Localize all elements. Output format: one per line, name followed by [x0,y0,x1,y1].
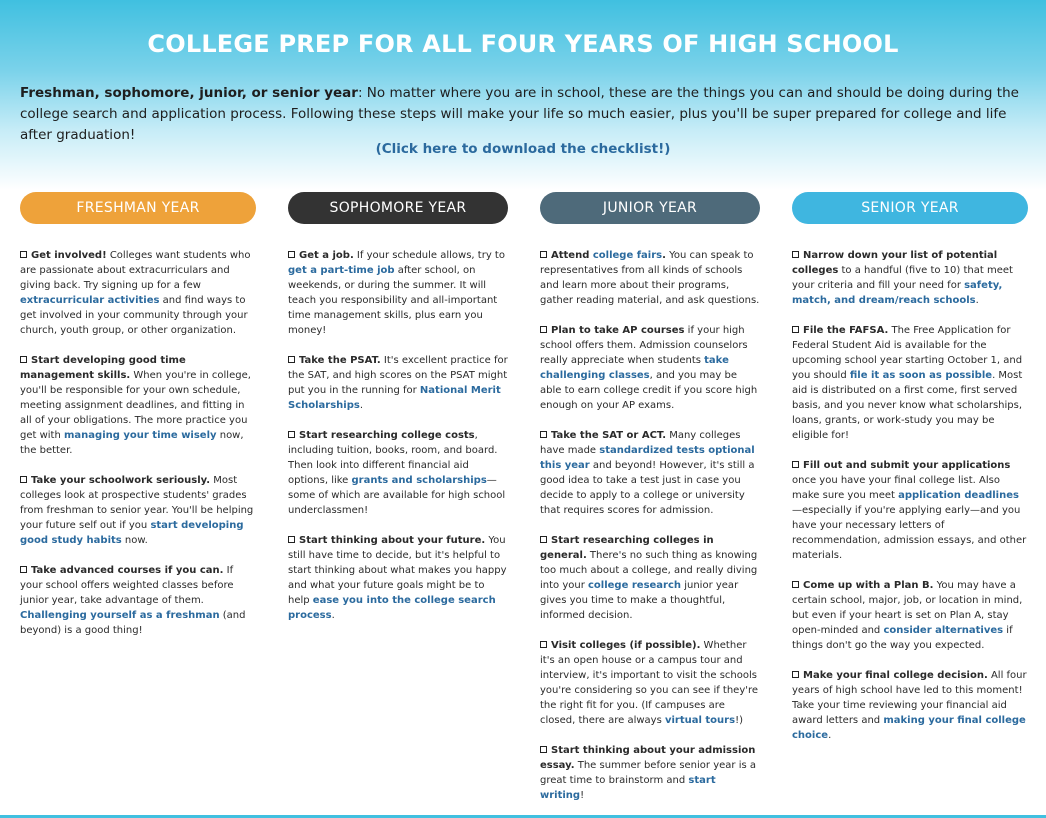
checkbox-icon [540,431,547,438]
item-text: if your high school offers them. Admission counselors really appreciate when students [540,325,748,366]
item-text: It's excellent practice for the SAT, and high scores on the PSAT might put you in the running for [288,355,508,396]
item-text: . Most aid is distributed on a first come, first served basis, and you never know what scholarships, loans, grants, or work-study you may be eligible for! [792,370,1023,441]
checklist-item [792,668,1028,743]
sophomore-year-heading: SOPHOMORE YEAR [288,192,508,224]
item-text: There's no such thing as knowing too much about a college, and really diving into your [540,550,758,591]
item-text: If your school offers weighted classes before junior year, take advantage of them. [20,565,234,606]
checklist-item [20,353,256,458]
senior-column [792,192,1028,758]
item-bold-text: . [662,250,666,261]
junior-year-heading: JUNIOR YEAR [540,192,760,224]
item-link[interactable]: grants and scholarships [351,475,487,486]
item-text: (and beyond) is a good thing! [20,610,246,636]
item-text: now. [121,535,148,546]
checklist-item [792,323,1028,443]
item-text: after school, on weekends, or during the summer. It will teach you responsibility and all-important time management skills, plus earn you money! [288,265,498,336]
checkbox-icon [288,431,295,438]
freshman-year-heading: FRESHMAN YEAR [20,192,256,224]
item-link[interactable]: get a part-time job [288,265,395,276]
item-text: . [975,295,979,306]
item-bold-text: Plan to take AP courses [551,325,685,336]
checklist-item [288,248,508,338]
item-link[interactable]: virtual tours [664,715,736,726]
checklist-item [540,533,760,623]
checklist-item [792,458,1028,563]
item-bold-text: Get a job. [299,250,354,261]
checkbox-icon [288,251,295,258]
checklist-item [288,428,508,518]
checklist-item [288,533,508,623]
item-link[interactable]: college research [588,580,682,591]
item-text: Colleges want students who are passionate about extracurriculars and giving back. Try signing up for a few [20,250,251,291]
item-text: Most colleges look at prospective students' grades from freshman to senior year. You'll be helping your future self out if you [20,475,254,531]
item-text: The summer before senior year is a great time to brainstorm and [540,760,756,786]
checkbox-icon [540,326,547,333]
item-bold-text: Get involved! [31,250,107,261]
freshman-checklist [20,248,256,638]
item-bold-text: Come up with a Plan B. [803,580,934,591]
item-text: Many colleges have made [540,430,741,456]
item-text: , and you may be able to earn college credit if you score high enough on your AP exams. [540,370,758,411]
checklist-item [540,248,760,308]
item-text: . [828,730,832,741]
item-text: The Free Application for Federal Student Aid is available for the upcoming school year starting October 1, and you should [792,325,1023,381]
item-bold-text: Start thinking about your admission essay. [540,745,756,771]
freshman-column [20,192,256,653]
intro-text: : No matter where you are in school, these are the things you can and should be doing during the college search and application process. Following these steps will make your life so much easier, plus you'll be super prepared for college and life after graduation! [20,85,1019,143]
item-bold-text: Take the SAT or ACT. [551,430,667,441]
checklist-item [540,743,760,803]
checkbox-icon [20,566,27,573]
sophomore-checklist [288,248,508,623]
checkbox-icon [792,461,799,468]
item-text: When you're in college, you'll be responsible for your own schedule, meeting assignment deadlines, and fitting in all of your obligations. The more practice you get with [20,370,251,441]
checklist-item [540,323,760,413]
checklist-item [288,353,508,413]
item-text: once you have your final college list. Also make sure you meet [792,475,1000,501]
item-bold-text: Attend [551,250,593,261]
item-bold-text: Start developing good time management skills. [20,355,186,381]
item-text: to a handful (five to 10) that meet your criteria and fill your need for [792,265,1013,291]
item-bold-text: Start thinking about your future. [299,535,486,546]
item-text: You still have time to decide, but it's helpful to start thinking about what makes you happy and what your future goals might be to help [288,535,507,606]
item-text: if things don't go the way you expected. [792,625,1013,651]
checkbox-icon [540,536,547,543]
checkbox-icon [20,251,27,258]
item-link[interactable]: Challenging yourself as a freshman [20,610,220,621]
item-bold-text: Narrow down your list of potential colleges [792,250,998,276]
item-link[interactable]: ease you into the college search process [288,595,496,621]
item-bold-text: Start researching college costs [299,430,475,441]
sophomore-column [288,192,508,638]
checkbox-icon [288,356,295,363]
senior-year-heading: SENIOR YEAR [792,192,1028,224]
checklist-item [20,473,256,548]
item-link[interactable]: application deadlines [898,490,1019,501]
item-bold-text: Fill out and submit your applications [803,460,1011,471]
item-link[interactable]: managing your time wisely [64,430,217,441]
intro-paragraph [20,83,1026,146]
item-text: —some of which are available for high school underclassmen! [288,475,506,516]
checkbox-icon [792,326,799,333]
item-link[interactable]: take challenging classes [540,355,729,381]
item-text: . [331,610,335,621]
page-title: COLLEGE PREP FOR ALL FOUR YEARS OF HIGH SCHOOL [147,30,899,58]
item-link[interactable]: standardized tests optional this year [540,445,755,471]
checkbox-icon [20,476,27,483]
item-link[interactable]: safety, match, and dream/reach schools [792,280,1003,306]
item-bold-text: Take the PSAT. [299,355,381,366]
checkbox-icon [792,581,799,588]
item-text: You may have a certain school, major, job, or location in mind, but even if your heart is set on Plan A, stay open-minded and [792,580,1023,636]
download-checklist-link[interactable]: (Click here to download the checklist!) [375,141,671,157]
checkbox-icon [792,671,799,678]
item-text: , including tuition, books, room, and board. Then look into different financial aid options, like [288,430,498,486]
checkbox-icon [540,251,547,258]
item-text: !) [735,715,743,726]
item-bold-text: Start researching colleges in general. [540,535,714,561]
checklist-item [540,428,760,518]
checklist-item [792,578,1028,653]
item-link[interactable]: start developing good study habits [20,520,244,546]
checkbox-icon [20,356,27,363]
item-link[interactable]: file it as soon as possible [849,370,993,381]
senior-checklist [792,248,1028,743]
checklist-item [792,248,1028,308]
checklist-item [20,563,256,638]
checkbox-icon [288,536,295,543]
item-text: Whether it's an open house or a campus tour and interview, it's important to visit the schools you're considering so you can see if they're the right fit for you. (If campuses are closed, there are always [540,640,759,726]
checkbox-icon [540,746,547,753]
item-bold-text: Take advanced courses if you can. [31,565,224,576]
item-text: now, the better. [20,430,244,456]
junior-checklist [540,248,760,803]
item-text: —especially if you're applying early—and you have your necessary letters of recommendation, admission essays, and other materials. [792,505,1027,561]
checkbox-icon [540,641,547,648]
intro-bold: Freshman, sophomore, junior, or senior year [20,85,358,101]
checklist-item [540,638,760,728]
item-link[interactable]: start writing [540,775,716,801]
item-link[interactable]: college fairs [592,250,663,261]
item-bold-text: File the FAFSA. [803,325,889,336]
item-text: You can speak to representatives from all kinds of schools and learn more about their programs, gather reading material, and ask questions. [540,250,760,306]
item-text: All four years of high school have led to this moment! Take your time reviewing your financial aid award letters and [792,670,1027,726]
item-bold-text: Visit colleges (if possible). [551,640,701,651]
item-bold-text: Make your final college decision. [803,670,988,681]
item-bold-text: Take your schoolwork seriously. [31,475,211,486]
item-link[interactable]: National Merit Scholarships [288,385,501,411]
junior-column [540,192,760,818]
checklist-item [20,248,256,338]
item-text: . [359,400,364,411]
item-link[interactable]: consider alternatives [883,625,1004,636]
checkbox-icon [792,251,799,258]
item-text: ! [580,790,585,801]
item-text: junior year gives you time to make a thoughtful, informed decision. [540,580,739,621]
item-text: and find ways to get involved in your community through your church, youth group, or other organization. [20,295,248,336]
item-link[interactable]: making your final college choice [792,715,1026,741]
item-text: and beyond! However, it's still a good idea to take a test just in case you decide to apply to a college or university that requires scores for admission. [540,460,755,516]
item-link[interactable]: extracurricular activities [20,295,160,306]
item-text: If your schedule allows, try to [353,250,505,261]
